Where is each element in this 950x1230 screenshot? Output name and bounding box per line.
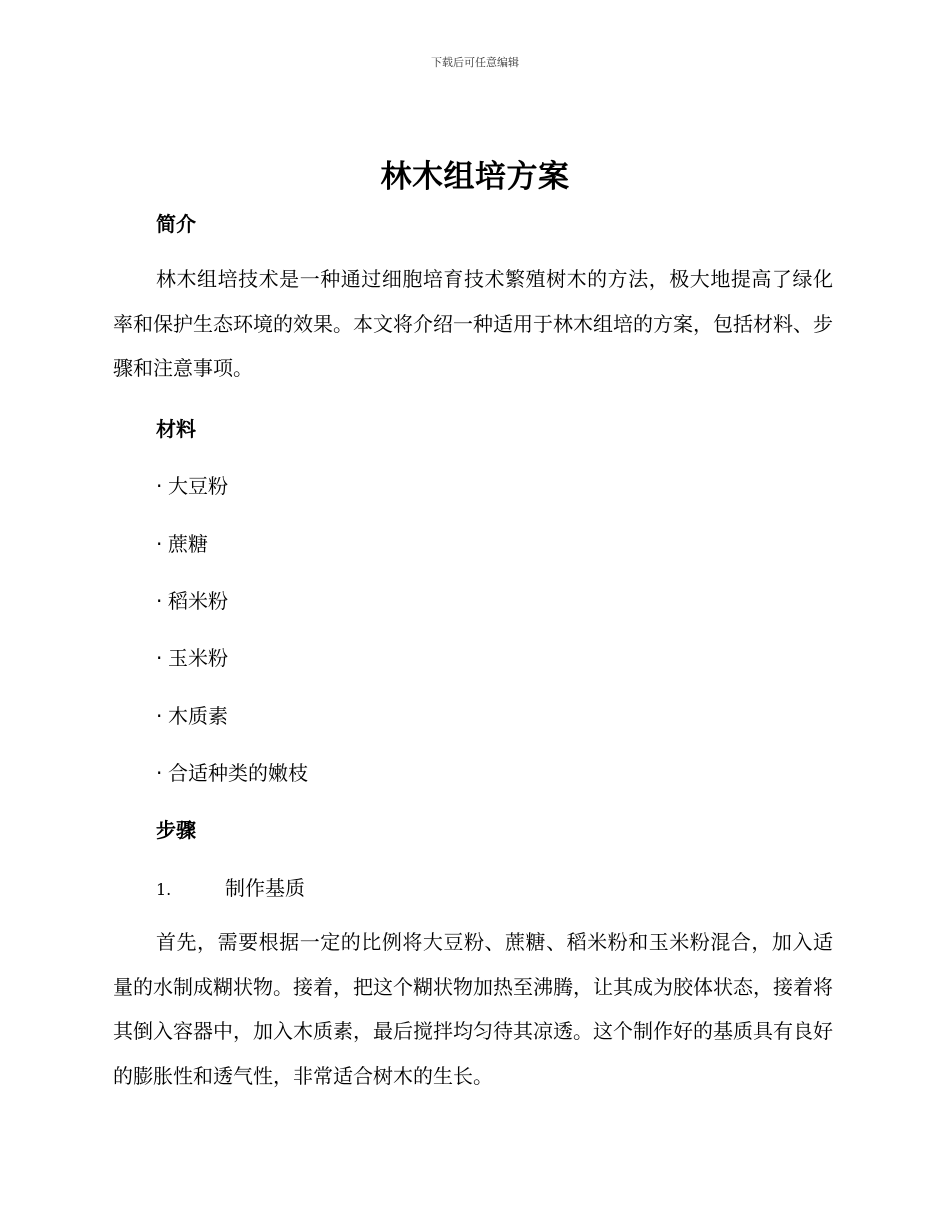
- material-item-label: 木质素: [168, 704, 228, 728]
- material-item-label: 合适种类的嫩枝: [168, 761, 308, 785]
- bullet-dot: ·: [156, 761, 163, 785]
- bullet-dot: ·: [156, 474, 163, 498]
- material-item-label: 大豆粉: [168, 474, 228, 498]
- material-item-label: 蔗糖: [168, 532, 208, 556]
- intro-paragraph: 林木组培技术是一种通过细胞培育技术繁殖树木的方法，极大地提高了绿化率和保护生态环境的效果。本文将介绍一种适用于林木组培的方案，包括材料、步骤和注意事项。: [113, 267, 833, 380]
- list-item: [156, 642, 228, 671]
- section-heading-steps: 步骤: [156, 818, 196, 842]
- document-title: 林木组培方案: [380, 159, 570, 195]
- list-item: [156, 585, 228, 614]
- bullet-dot: ·: [156, 704, 163, 728]
- step-item-heading: [156, 872, 305, 901]
- step-number: 1.: [156, 880, 172, 899]
- material-item-label: 玉米粉: [168, 646, 228, 670]
- header-note: 下载后可任意编辑: [431, 56, 519, 69]
- list-item: [156, 470, 228, 499]
- section-heading-materials: 材料: [156, 417, 196, 441]
- list-item: [156, 757, 308, 786]
- step-paragraph: 首先，需要根据一定的比例将大豆粉、蔗糖、稻米粉和玉米粉混合，加入适量的水制成糊状物。接着，把这个糊状物加热至沸腾，让其成为胶体状态，接着将其倒入容器中，加入木质素，最后搅拌均匀待其凉透。这个制作好的基质具有良好的膨胀性和透气性，非常适合树木的生长。: [113, 930, 833, 1088]
- bullet-dot: ·: [156, 646, 163, 670]
- section-heading-intro: 简介: [156, 212, 196, 236]
- list-item: [156, 700, 228, 729]
- list-item: [156, 528, 208, 557]
- bullet-dot: ·: [156, 589, 163, 613]
- bullet-dot: ·: [156, 532, 163, 556]
- step-title: 制作基质: [225, 876, 305, 900]
- material-item-label: 稻米粉: [168, 589, 228, 613]
